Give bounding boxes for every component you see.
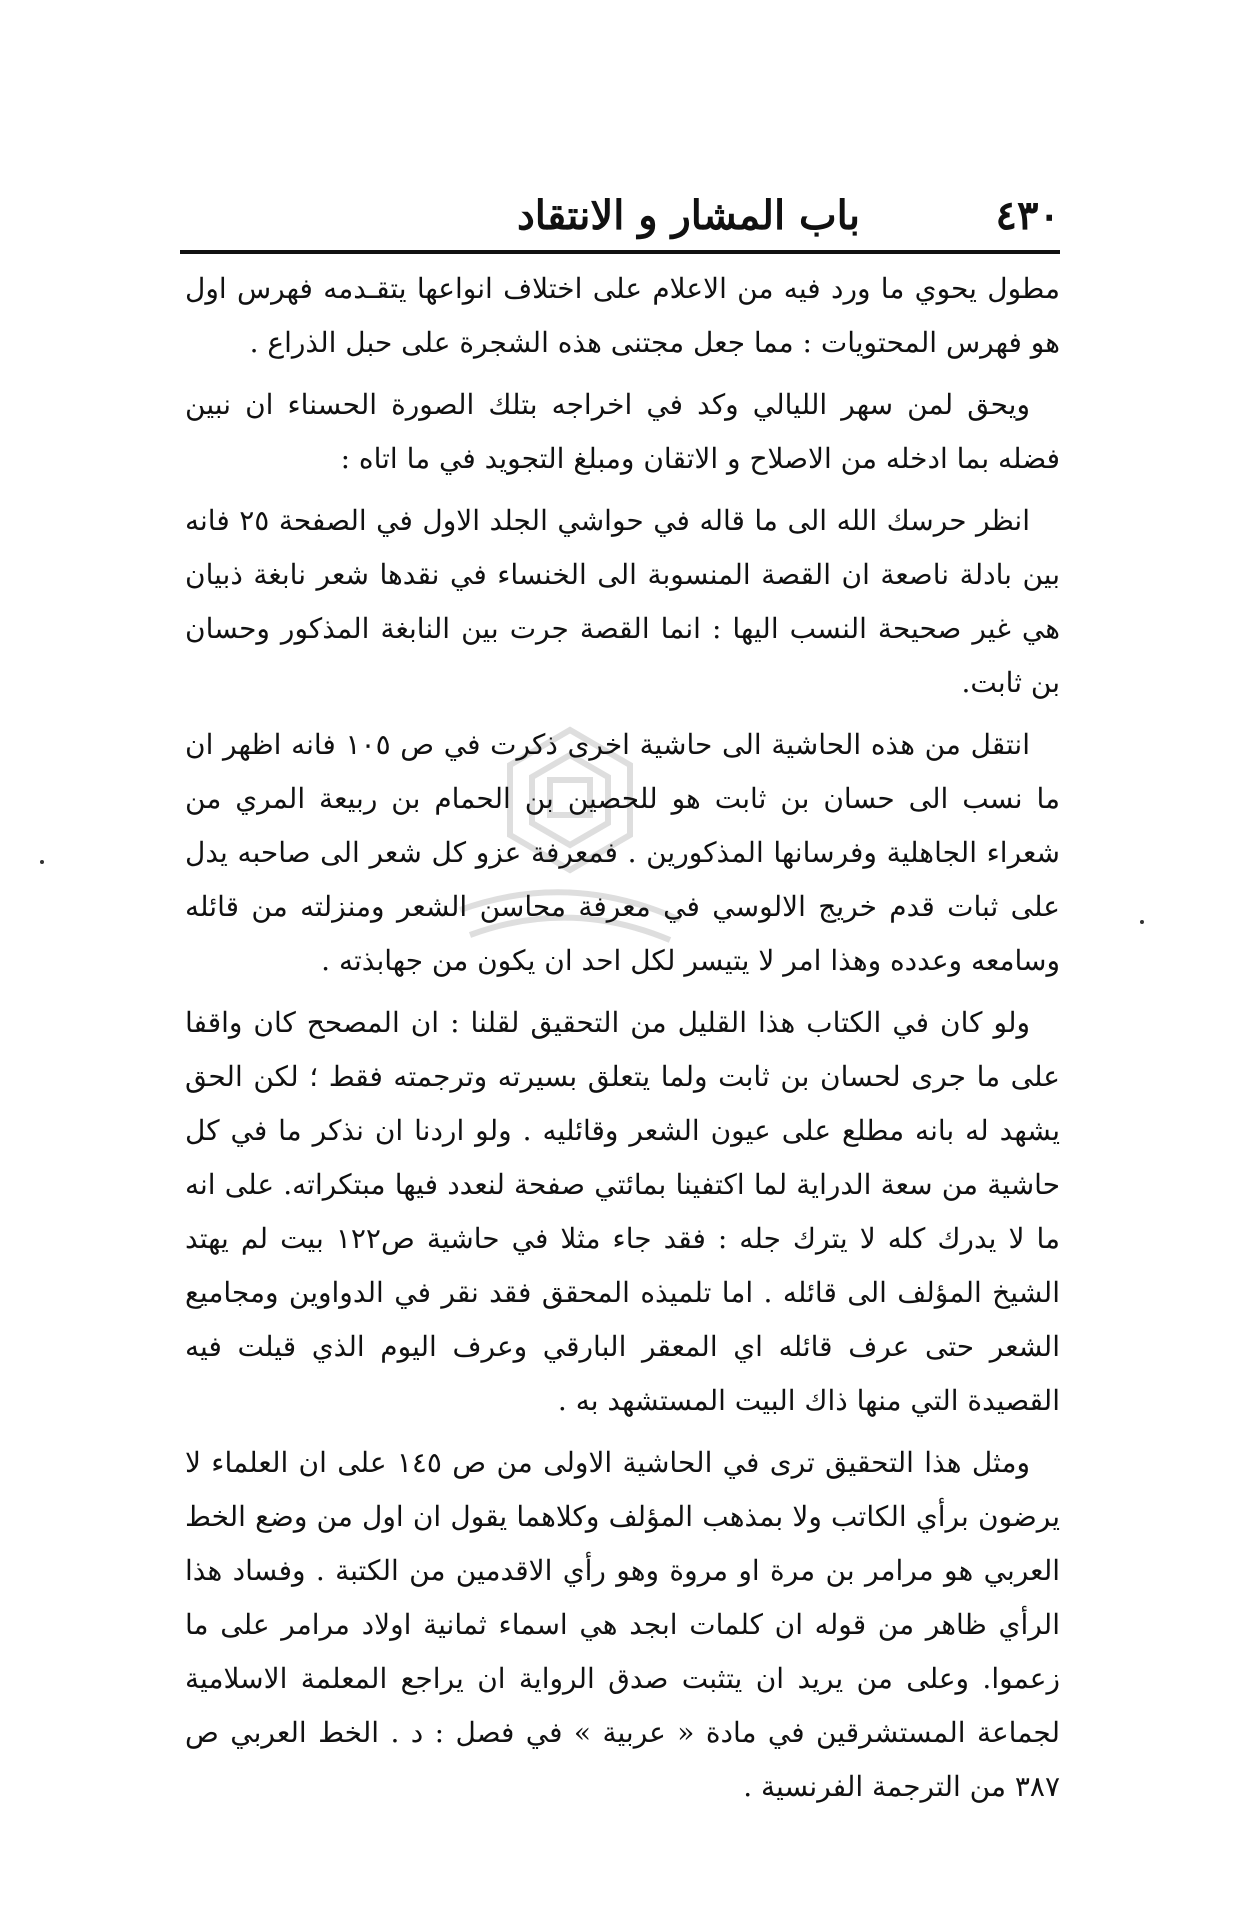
paragraph-2: ويحق لمن سهر الليالي وكد في اخراجه بتلك الصورة الحسناء ان نبين فضله بما ادخله من الاصلاح و الاتقان ومبلغ التجويد في ما اتاه : (185, 388, 1060, 475)
paragraph-4: انتقل من هذه الحاشية الى حاشية اخرى ذكرت في ص ١٠٥ فانه اظهر ان ما نسب الى حسان بن ثابت هو للحصين بن الحمام بن ربيعة المري من شعراء الجاهلية وفرسانها المذكورين . فمعرفة عزو كل شعر الى صاحبه يدل على ثبات قدم خريج الالوسي في معرفة محاسن الشعر ومنزلته من قائله وسامعه وعدده وهذا امر لا يتيسر لكل احد ان يكون من جهابذته . (185, 728, 1060, 977)
paragraph-3: انظر حرسك الله الى ما قاله في حواشي الجلد الاول في الصفحة ٢٥ فانه بين بادلة ناصعة ان القصة المنسوبة الى الخنساء في نقدها شعر نابغة ذبيان هي غير صحيحة النسب اليها : انما القصة جرت بين النابغة المذكور وحسان بن ثابت. (185, 504, 1060, 699)
scan-speck (40, 860, 44, 864)
running-title: باب المشار و الانتقاد (516, 192, 860, 239)
header-rule (180, 250, 1060, 254)
article-body (185, 262, 1060, 1822)
scan-speck (1140, 920, 1144, 924)
paragraph-6: ومثل هذا التحقيق ترى في الحاشية الاولى من ص ١٤٥ على ان العلماء لا يرضون برأي الكاتب ولا بمذهب المؤلف وكلاهما يقول ان اول من وضع الخط العربي هو مرامر بن مرة او مروة وهو رأي الاقدمين من الكتبة . وفساد هذا الرأي ظاهر من قوله ان كلمات ابجد هي اسماء ثمانية اولاد مرامر على ما زعموا. وعلى من يريد ان يتثبت صدق الرواية ان يراجع المعلمة الاسلامية لجماعة المستشرقين في مادة « عربية » في فصل : د . الخط العربي ص ٣٨٧ من الترجمة الفرنسية . (185, 1446, 1060, 1803)
paragraph-1: مطول يحوي ما ورد فيه من الاعلام على اختلاف انواعها يتقـدمه فهرس اول هو فهرس المحتويات : مما جعل مجتنى هذه الشجرة على حبل الذراع . (185, 272, 1060, 359)
paragraph-5: ولو كان في الكتاب هذا القليل من التحقيق لقلنا : ان المصحح كان واقفا على ما جرى لحسان بن ثابت ولما يتعلق بسيرته وترجمته فقط ؛ لكن الحق يشهد له بانه مطلع على عيون الشعر وقائليه . ولو اردنا ان نذكر ما في كل حاشية من سعة الدراية لما اكتفينا بمائتي صفحة لنعدد فيها مبتكراته. على انه ما لا يدرك كله لا يترك جله : فقد جاء مثلا في حاشية ص١٢٢ بيت لم يهتد الشيخ المؤلف الى قائله . اما تلميذه المحقق فقد نقر في الدواوين ومجاميع الشعر حتى عرف قائله اي المعقر البارقي وعرف اليوم الذي قيلت فيه القصيدة التي منها ذاك البيت المستشهد به . (185, 1006, 1060, 1417)
page-header (180, 186, 1060, 246)
page-number: ٤٣٠ (995, 192, 1060, 239)
